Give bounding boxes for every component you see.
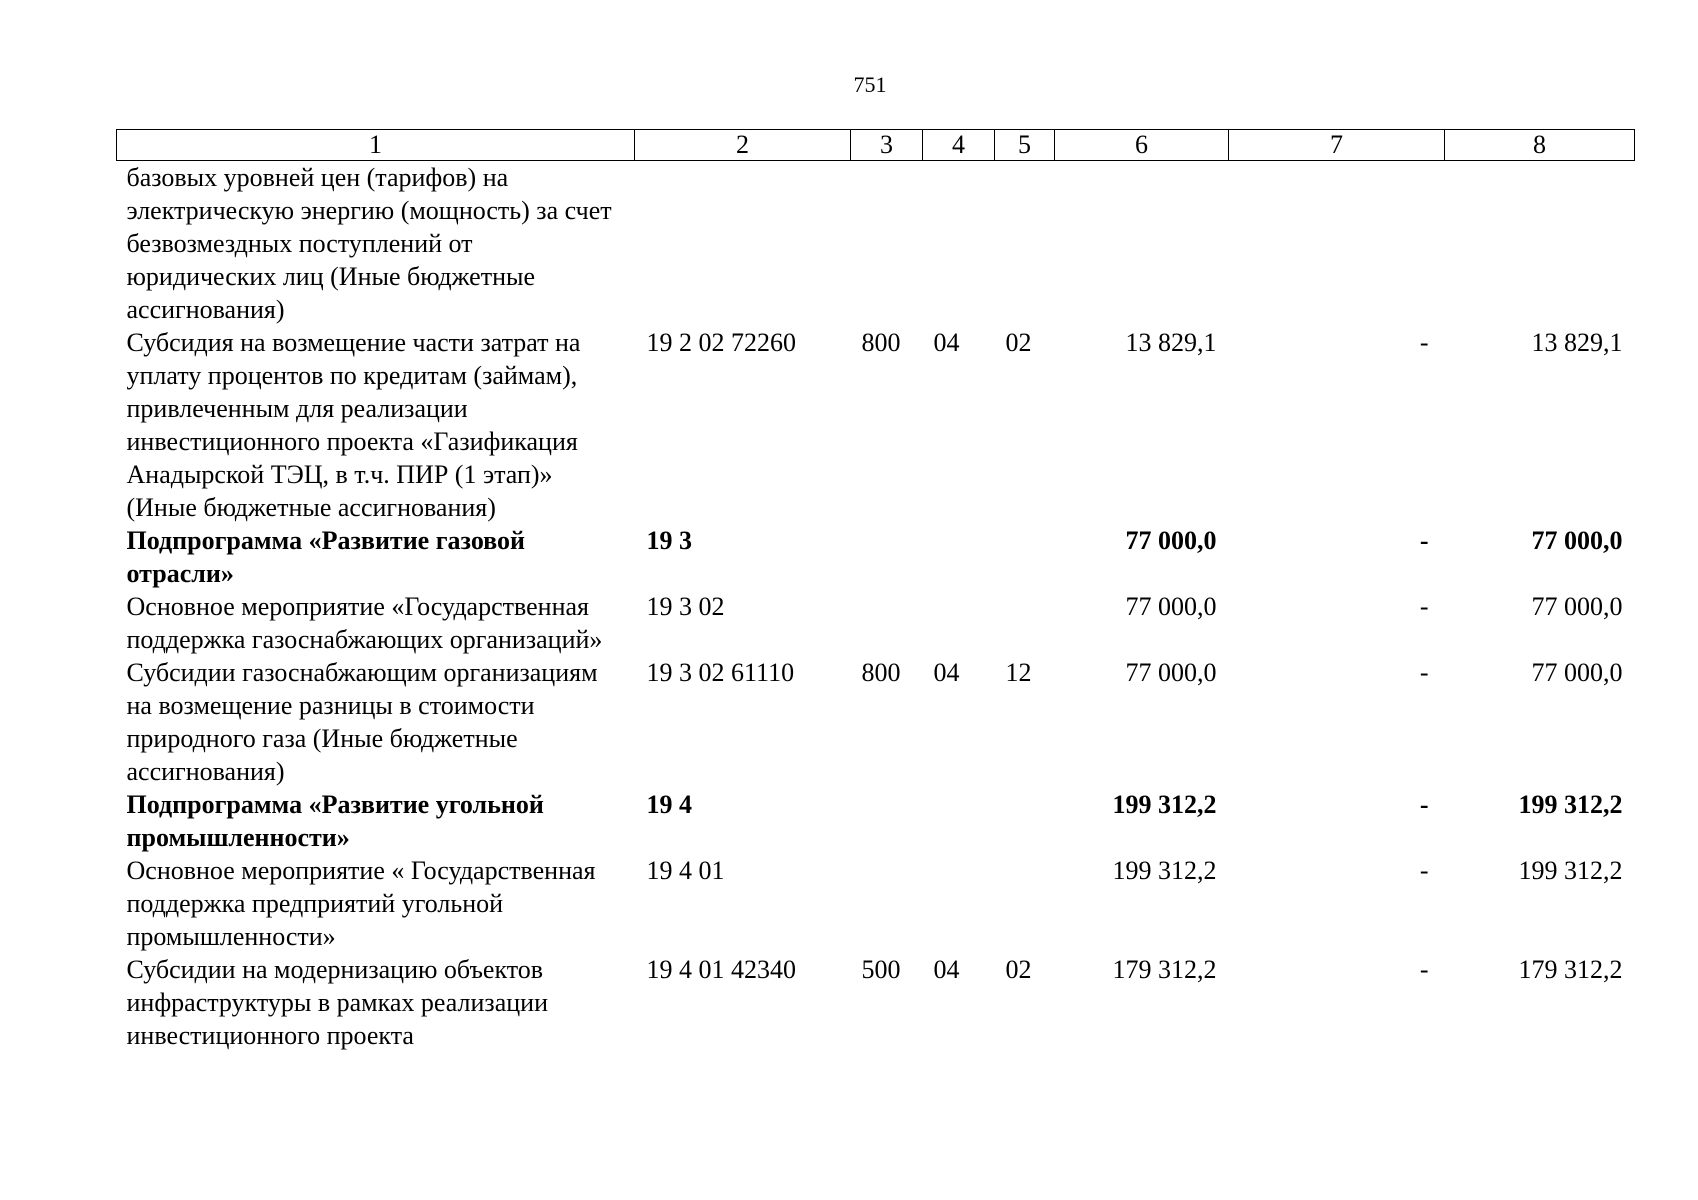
row-code <box>635 161 851 327</box>
row-vr <box>851 788 923 854</box>
row-code: 19 2 02 72260 <box>646 328 796 357</box>
row-sum: 13 829,1 <box>1125 328 1217 357</box>
row-vr: 500 <box>861 955 901 984</box>
row-vr <box>851 524 923 590</box>
row-name: Основное мероприятие « Государственная поддержка предприятий угольной промышленности» <box>126 856 596 951</box>
table-row <box>117 953 1635 1052</box>
header-col-4: 4 <box>923 130 995 161</box>
table-row <box>117 590 1635 656</box>
row-code: 19 4 <box>646 790 692 819</box>
header-col-1: 1 <box>117 130 635 161</box>
row-change: - <box>1419 790 1429 819</box>
row-name: Субсидия на возмещение части затрат на уплату процентов по кредитам (займам), привлеченным для реализации инвестиционного проекта «Газификация Анадырской ТЭЦ, в т.ч. ПИР (1 этап)» (Иные бюджетные ассигнования) <box>126 328 581 522</box>
row-name: Субсидии газоснабжающим организациям на возмещение разницы в стоимости природного газа (Иные бюджетные ассигнования) <box>126 658 598 786</box>
page-number: 751 <box>853 72 887 97</box>
row-pr <box>995 161 1055 327</box>
row-code: 19 3 02 <box>646 592 725 621</box>
row-rz <box>923 788 995 854</box>
row-total <box>1445 161 1635 327</box>
budget-table <box>116 129 1635 1052</box>
row-total: 77 000,0 <box>1531 592 1623 621</box>
table-row <box>117 656 1635 788</box>
row-change: - <box>1419 328 1429 357</box>
row-pr: 02 <box>1005 955 1032 984</box>
row-vr: 800 <box>861 328 901 357</box>
row-name: базовых уровней цен (тарифов) на электрическую энергию (мощность) за счет безвозмездных поступлений от юридических лиц (Иные бюджетные ассигнования) <box>126 163 612 324</box>
row-pr: 02 <box>1005 328 1032 357</box>
row-name: Субсидии на модернизацию объектов инфраструктуры в рамках реализации инвестиционного проекта <box>126 955 548 1050</box>
table-row <box>117 326 1635 524</box>
row-code: 19 4 01 42340 <box>646 955 796 984</box>
header-col-6: 6 <box>1055 130 1229 161</box>
header-col-5: 5 <box>995 130 1055 161</box>
row-code: 19 4 01 <box>646 856 725 885</box>
row-sum: 77 000,0 <box>1125 526 1217 555</box>
row-vr <box>851 854 923 953</box>
row-sum: 77 000,0 <box>1125 592 1217 621</box>
header-col-3: 3 <box>851 130 923 161</box>
row-name: Подпрограмма «Развитие угольной промышленности» <box>126 790 544 852</box>
row-sum: 199 312,2 <box>1112 856 1217 885</box>
row-code: 19 3 <box>646 526 692 555</box>
row-rz <box>923 161 995 327</box>
row-total: 13 829,1 <box>1531 328 1623 357</box>
row-rz: 04 <box>933 955 960 984</box>
header-col-8: 8 <box>1445 130 1635 161</box>
row-vr: 800 <box>861 658 901 687</box>
row-change: - <box>1419 856 1429 885</box>
row-change: - <box>1419 592 1429 621</box>
row-rz <box>923 590 995 656</box>
table-row <box>117 524 1635 590</box>
table-body <box>117 161 1635 1053</box>
row-rz: 04 <box>933 658 960 687</box>
row-sum: 199 312,2 <box>1112 790 1217 819</box>
table-row <box>117 854 1635 953</box>
table-header <box>117 130 1635 161</box>
row-pr <box>995 788 1055 854</box>
header-row <box>117 130 1635 161</box>
row-vr <box>851 590 923 656</box>
header-col-7: 7 <box>1229 130 1445 161</box>
row-pr <box>995 854 1055 953</box>
row-change: - <box>1419 526 1429 555</box>
row-rz: 04 <box>933 328 960 357</box>
row-sum <box>1055 161 1229 327</box>
header-col-2: 2 <box>635 130 851 161</box>
row-total: 77 000,0 <box>1531 658 1623 687</box>
row-vr <box>851 161 923 327</box>
table-row <box>117 788 1635 854</box>
row-total: 199 312,2 <box>1518 790 1623 819</box>
row-change: - <box>1419 658 1429 687</box>
row-total: 77 000,0 <box>1531 526 1623 555</box>
row-rz <box>923 854 995 953</box>
row-rz <box>923 524 995 590</box>
row-sum: 77 000,0 <box>1125 658 1217 687</box>
table-row <box>117 161 1635 327</box>
row-total: 199 312,2 <box>1518 856 1623 885</box>
row-total: 179 312,2 <box>1518 955 1623 984</box>
row-name: Основное мероприятие «Государственная поддержка газоснабжающих организаций» <box>126 592 603 654</box>
row-sum: 179 312,2 <box>1112 955 1217 984</box>
row-change <box>1229 161 1445 327</box>
row-code: 19 3 02 61110 <box>646 658 795 687</box>
row-pr: 12 <box>1005 658 1032 687</box>
row-name: Подпрограмма «Развитие газовой отрасли» <box>126 526 526 588</box>
row-change: - <box>1419 955 1429 984</box>
row-pr <box>995 590 1055 656</box>
row-pr <box>995 524 1055 590</box>
